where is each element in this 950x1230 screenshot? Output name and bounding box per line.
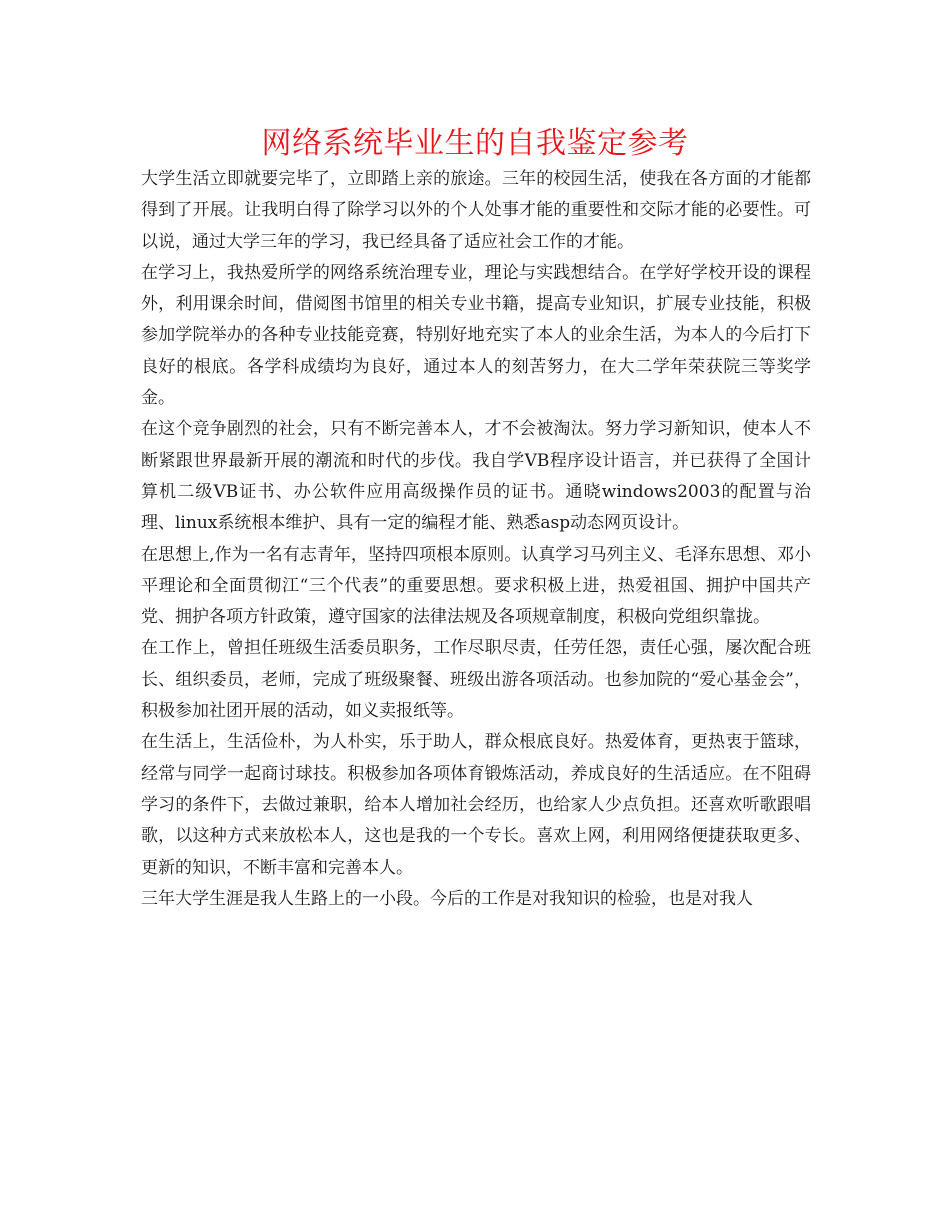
paragraph-self-improvement: 在这个竞争剧烈的社会，只有不断完善本人，才不会被淘汰。努力学习新知识，使本人不断紧跟世界最新开展的潮流和时代的步伐。我自学VB程序设计语言，并已获得了全国计算机二级VB证书、办公软件应用高级操作员的证书。通晓windows2003的配置与治理、linux系统根本维护、具有一定的编程才能、熟悉asp动态网页设计。 — [141, 419, 811, 534]
paragraph-life: 在生活上，生活俭朴，为人朴实，乐于助人，群众根底良好。热爱体育，更热衷于篮球，经常与同学一起商讨球技。积极参加各项体育锻炼活动，养成良好的生活适应。在不阻碍学习的条件下，去做过兼职，给本人增加社会经历，也给家人少点负担。还喜欢听歌跟唱歌，以这种方式来放松本人，这也是我的一个专长。喜欢上网，利用网络便捷获取更多、更新的知识，不断丰富和完善本人。 — [141, 732, 811, 878]
paragraph-study: 在学习上，我热爱所学的网络系统治理专业，理论与实践想结合。在学好学校开设的课程外，利用课余时间，借阅图书馆里的相关专业书籍，提高专业知识，扩展专业技能，积极参加学院举办的各种专业技能竞赛，特别好地充实了本人的业余生活，为本人的今后打下良好的根底。各学科成绩均为良好，通过本人的刻苦努力，在大二学年荣获院三等奖学金。 — [141, 262, 811, 409]
document-body — [141, 164, 811, 915]
paragraph-ideology: 在思想上,作为一名有志青年，坚持四项根本原则。认真学习马列主义、毛泽东思想、邓小平理论和全面贯彻江“三个代表”的重要思想。要求积极上进，热爱祖国、拥护中国共产党、拥护各项方针政策，遵守国家的法律法规及各项规章制度，积极向党组织靠拢。 — [141, 544, 811, 628]
paragraph-intro: 大学生活立即就要完毕了，立即踏上亲的旅途。三年的校园生活，使我在各方面的才能都得到了开展。让我明白得了除学习以外的个人处事才能的重要性和交际才能的必要性。可以说，通过大学三年的学习，我已经具备了适应社会工作的才能。 — [141, 169, 811, 252]
paragraph-work: 在工作上，曾担任班级生活委员职务，工作尽职尽责，任劳任怨，责任心强，屡次配合班长、组织委员，老师，完成了班级聚餐、班级出游各项活动。也参加院的“爱心基金会”，积极参加社团开展的活动，如义卖报纸等。 — [141, 638, 811, 722]
paragraph-closing: 三年大学生涯是我人生路上的一小段。今后的工作是对我知识的检验，也是对我人 — [141, 888, 753, 909]
document-title: 网络系统毕业生的自我鉴定参考 — [261, 126, 689, 161]
